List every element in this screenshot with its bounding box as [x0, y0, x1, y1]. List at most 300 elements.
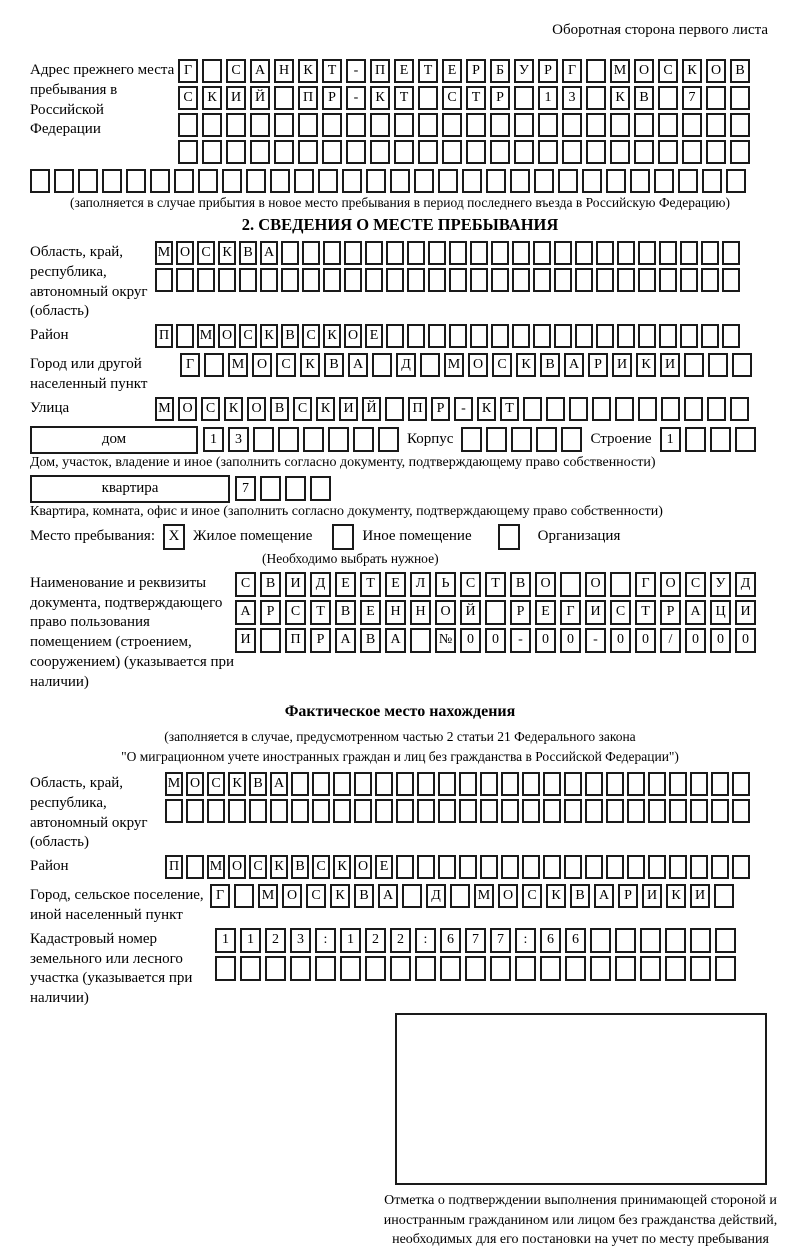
char-box[interactable] — [340, 956, 361, 981]
char-box[interactable]: В — [239, 241, 257, 265]
char-box[interactable] — [402, 884, 422, 908]
char-box[interactable]: 7 — [682, 86, 702, 110]
char-box[interactable]: Д — [396, 353, 416, 377]
char-box[interactable] — [706, 140, 726, 164]
char-box[interactable]: - — [346, 59, 366, 83]
char-box[interactable] — [575, 324, 593, 348]
char-box[interactable]: М — [444, 353, 464, 377]
char-box[interactable]: К — [300, 353, 320, 377]
char-box[interactable]: О — [218, 324, 236, 348]
char-box[interactable] — [533, 241, 551, 265]
char-box[interactable] — [606, 169, 626, 193]
char-box[interactable]: 7 — [490, 928, 511, 953]
char-box[interactable]: О — [178, 397, 197, 421]
char-box[interactable]: М — [228, 353, 248, 377]
char-box[interactable] — [302, 241, 320, 265]
char-box[interactable] — [669, 799, 687, 823]
char-box[interactable] — [562, 140, 582, 164]
char-box[interactable]: Т — [635, 600, 656, 625]
char-box[interactable] — [615, 956, 636, 981]
char-box[interactable] — [634, 113, 654, 137]
char-box[interactable] — [512, 268, 530, 292]
char-box[interactable] — [78, 169, 98, 193]
char-box[interactable]: 0 — [735, 628, 756, 653]
char-box[interactable]: С — [239, 324, 257, 348]
char-box[interactable] — [680, 324, 698, 348]
char-box[interactable]: 2 — [365, 928, 386, 953]
char-box[interactable]: Т — [310, 600, 331, 625]
char-box[interactable]: С — [610, 600, 631, 625]
char-box[interactable]: Т — [360, 572, 381, 597]
char-box[interactable] — [659, 241, 677, 265]
char-box[interactable]: 3 — [228, 427, 249, 452]
char-box[interactable] — [281, 268, 299, 292]
char-box[interactable] — [638, 241, 656, 265]
char-box[interactable]: К — [636, 353, 656, 377]
char-box[interactable] — [370, 140, 390, 164]
char-box[interactable] — [449, 324, 467, 348]
char-box[interactable]: К — [316, 397, 335, 421]
char-box[interactable]: 0 — [460, 628, 481, 653]
char-box[interactable] — [186, 855, 204, 879]
char-box[interactable] — [665, 956, 686, 981]
char-box[interactable] — [165, 799, 183, 823]
char-box[interactable] — [606, 855, 624, 879]
char-box[interactable] — [669, 855, 687, 879]
char-box[interactable]: В — [360, 628, 381, 653]
char-box[interactable]: № — [435, 628, 456, 653]
char-box[interactable] — [638, 268, 656, 292]
char-box[interactable]: 0 — [635, 628, 656, 653]
char-box[interactable]: В — [570, 884, 590, 908]
char-box[interactable] — [342, 169, 362, 193]
char-box[interactable] — [274, 140, 294, 164]
char-box[interactable] — [730, 397, 749, 421]
char-box[interactable] — [690, 928, 711, 953]
char-box[interactable] — [638, 324, 656, 348]
char-box[interactable] — [333, 799, 351, 823]
char-box[interactable] — [466, 140, 486, 164]
char-box[interactable] — [711, 855, 729, 879]
char-box[interactable]: Т — [485, 572, 506, 597]
char-box[interactable] — [659, 268, 677, 292]
char-box[interactable]: К — [260, 324, 278, 348]
char-box[interactable] — [440, 956, 461, 981]
char-box[interactable] — [346, 113, 366, 137]
char-box[interactable] — [253, 427, 274, 452]
char-box[interactable]: О — [282, 884, 302, 908]
char-box[interactable] — [174, 169, 194, 193]
char-box[interactable] — [417, 772, 435, 796]
char-box[interactable]: А — [594, 884, 614, 908]
char-box[interactable] — [365, 268, 383, 292]
char-box[interactable]: Л — [410, 572, 431, 597]
char-box[interactable] — [491, 241, 509, 265]
char-box[interactable]: И — [690, 884, 710, 908]
char-box[interactable] — [732, 855, 750, 879]
char-box[interactable]: К — [546, 884, 566, 908]
char-box[interactable] — [155, 268, 173, 292]
char-box[interactable]: М — [610, 59, 630, 83]
char-box[interactable] — [586, 59, 606, 83]
char-box[interactable]: А — [335, 628, 356, 653]
char-box[interactable] — [420, 353, 440, 377]
char-box[interactable] — [285, 476, 306, 501]
char-box[interactable] — [354, 772, 372, 796]
char-box[interactable]: Г — [635, 572, 656, 597]
char-box[interactable] — [511, 427, 532, 452]
char-box[interactable]: В — [281, 324, 299, 348]
char-box[interactable] — [690, 772, 708, 796]
char-box[interactable] — [735, 427, 756, 452]
char-box[interactable] — [202, 113, 222, 137]
char-box[interactable]: О — [247, 397, 266, 421]
char-box[interactable] — [461, 427, 482, 452]
char-box[interactable]: Д — [310, 572, 331, 597]
char-box[interactable] — [590, 956, 611, 981]
char-box[interactable]: 1 — [340, 928, 361, 953]
char-box[interactable] — [386, 241, 404, 265]
char-box[interactable] — [515, 956, 536, 981]
char-box[interactable]: П — [298, 86, 318, 110]
char-box[interactable]: 6 — [540, 928, 561, 953]
char-box[interactable] — [710, 427, 731, 452]
char-box[interactable] — [459, 772, 477, 796]
char-box[interactable] — [198, 169, 218, 193]
char-box[interactable]: К — [333, 855, 351, 879]
char-box[interactable]: О — [344, 324, 362, 348]
char-box[interactable] — [554, 241, 572, 265]
char-box[interactable]: С — [312, 855, 330, 879]
char-box[interactable] — [658, 140, 678, 164]
char-box[interactable]: Р — [618, 884, 638, 908]
char-box[interactable] — [30, 169, 50, 193]
char-box[interactable] — [274, 113, 294, 137]
char-box[interactable] — [486, 427, 507, 452]
char-box[interactable]: 0 — [485, 628, 506, 653]
char-box[interactable] — [585, 799, 603, 823]
char-box[interactable] — [522, 799, 540, 823]
char-box[interactable] — [222, 169, 242, 193]
char-box[interactable] — [543, 772, 561, 796]
char-box[interactable] — [354, 799, 372, 823]
char-box[interactable]: О — [186, 772, 204, 796]
char-box[interactable]: : — [515, 928, 536, 953]
char-box[interactable] — [610, 140, 630, 164]
char-box[interactable]: Р — [490, 86, 510, 110]
char-box[interactable] — [290, 956, 311, 981]
char-box[interactable]: В — [354, 884, 374, 908]
char-box[interactable]: С — [302, 324, 320, 348]
char-box[interactable]: 0 — [535, 628, 556, 653]
char-box[interactable] — [176, 324, 194, 348]
char-box[interactable] — [270, 169, 290, 193]
char-box[interactable]: М — [197, 324, 215, 348]
char-box[interactable]: К — [202, 86, 222, 110]
char-box[interactable] — [265, 956, 286, 981]
char-box[interactable]: Р — [310, 628, 331, 653]
char-box[interactable]: М — [165, 772, 183, 796]
char-box[interactable] — [328, 427, 349, 452]
char-box[interactable] — [617, 324, 635, 348]
char-box[interactable]: Р — [466, 59, 486, 83]
char-box[interactable] — [246, 169, 266, 193]
char-box[interactable] — [634, 140, 654, 164]
char-box[interactable]: 6 — [440, 928, 461, 953]
char-box[interactable] — [310, 476, 331, 501]
char-box[interactable]: Г — [180, 353, 200, 377]
char-box[interactable] — [617, 241, 635, 265]
char-box[interactable] — [366, 169, 386, 193]
char-box[interactable] — [627, 772, 645, 796]
char-box[interactable] — [240, 956, 261, 981]
char-box[interactable] — [485, 600, 506, 625]
char-box[interactable] — [414, 169, 434, 193]
char-box[interactable] — [711, 799, 729, 823]
char-box[interactable] — [465, 956, 486, 981]
char-box[interactable]: В — [634, 86, 654, 110]
char-box[interactable]: Т — [322, 59, 342, 83]
char-box[interactable]: О — [634, 59, 654, 83]
char-box[interactable]: С — [685, 572, 706, 597]
char-box[interactable]: С — [285, 600, 306, 625]
char-box[interactable] — [617, 268, 635, 292]
char-box[interactable] — [428, 324, 446, 348]
char-box[interactable] — [715, 928, 736, 953]
char-box[interactable] — [512, 241, 530, 265]
char-box[interactable]: А — [260, 241, 278, 265]
char-box[interactable] — [438, 799, 456, 823]
char-box[interactable]: Р — [538, 59, 558, 83]
char-box[interactable] — [682, 113, 702, 137]
char-box[interactable]: Т — [394, 86, 414, 110]
char-box[interactable] — [415, 956, 436, 981]
char-box[interactable]: Т — [466, 86, 486, 110]
char-box[interactable] — [438, 855, 456, 879]
char-box[interactable] — [312, 799, 330, 823]
char-box[interactable] — [390, 956, 411, 981]
char-box[interactable] — [274, 86, 294, 110]
char-box[interactable]: О — [585, 572, 606, 597]
char-box[interactable]: И — [585, 600, 606, 625]
char-box[interactable] — [654, 169, 674, 193]
char-box[interactable]: А — [685, 600, 706, 625]
char-box[interactable]: У — [710, 572, 731, 597]
char-box[interactable]: - — [585, 628, 606, 653]
char-box[interactable] — [449, 268, 467, 292]
char-box[interactable]: А — [235, 600, 256, 625]
char-box[interactable]: И — [339, 397, 358, 421]
char-box[interactable]: С — [460, 572, 481, 597]
char-box[interactable] — [386, 324, 404, 348]
char-box[interactable] — [596, 268, 614, 292]
char-box[interactable]: О — [176, 241, 194, 265]
char-box[interactable] — [353, 427, 374, 452]
char-box[interactable]: В — [291, 855, 309, 879]
char-box[interactable] — [722, 241, 740, 265]
char-box[interactable]: И — [285, 572, 306, 597]
char-box[interactable] — [534, 169, 554, 193]
char-box[interactable] — [690, 799, 708, 823]
char-box[interactable]: И — [660, 353, 680, 377]
char-box[interactable] — [480, 855, 498, 879]
char-box[interactable] — [730, 113, 750, 137]
char-box[interactable]: Р — [660, 600, 681, 625]
char-box[interactable] — [466, 113, 486, 137]
char-box[interactable]: : — [315, 928, 336, 953]
char-box[interactable] — [522, 772, 540, 796]
char-box[interactable] — [417, 799, 435, 823]
char-box[interactable] — [239, 268, 257, 292]
char-box[interactable] — [606, 799, 624, 823]
char-box[interactable] — [536, 427, 557, 452]
char-box[interactable] — [648, 772, 666, 796]
char-box[interactable] — [585, 772, 603, 796]
char-box[interactable] — [375, 772, 393, 796]
char-box[interactable] — [658, 113, 678, 137]
char-box[interactable] — [407, 324, 425, 348]
char-box[interactable] — [648, 855, 666, 879]
char-box[interactable] — [726, 169, 746, 193]
char-box[interactable] — [510, 169, 530, 193]
char-box[interactable] — [396, 799, 414, 823]
char-box[interactable] — [226, 140, 246, 164]
char-box[interactable]: 1 — [203, 427, 224, 452]
char-box[interactable] — [501, 855, 519, 879]
char-box[interactable] — [480, 799, 498, 823]
char-box[interactable] — [533, 324, 551, 348]
char-box[interactable] — [682, 140, 702, 164]
char-box[interactable] — [270, 799, 288, 823]
char-box[interactable]: Г — [210, 884, 230, 908]
char-box[interactable] — [610, 572, 631, 597]
char-box[interactable]: Ц — [710, 600, 731, 625]
char-box[interactable] — [640, 928, 661, 953]
char-box[interactable] — [596, 241, 614, 265]
char-box[interactable] — [615, 397, 634, 421]
char-box[interactable]: 0 — [710, 628, 731, 653]
char-box[interactable] — [701, 268, 719, 292]
char-box[interactable]: 1 — [660, 427, 681, 452]
char-box[interactable] — [684, 353, 704, 377]
char-box[interactable] — [575, 241, 593, 265]
char-box[interactable] — [378, 427, 399, 452]
char-box[interactable] — [715, 956, 736, 981]
char-box[interactable] — [586, 140, 606, 164]
char-box[interactable] — [278, 427, 299, 452]
char-box[interactable] — [315, 956, 336, 981]
char-box[interactable] — [470, 241, 488, 265]
char-box[interactable] — [701, 324, 719, 348]
char-box[interactable] — [592, 397, 611, 421]
char-box[interactable]: К — [682, 59, 702, 83]
char-box[interactable] — [390, 169, 410, 193]
char-box[interactable]: Р — [510, 600, 531, 625]
char-box[interactable] — [564, 772, 582, 796]
char-box[interactable]: 3 — [562, 86, 582, 110]
char-box[interactable]: Г — [562, 59, 582, 83]
char-box[interactable] — [250, 113, 270, 137]
char-box[interactable] — [418, 86, 438, 110]
char-box[interactable]: Е — [360, 600, 381, 625]
char-box[interactable] — [638, 397, 657, 421]
char-box[interactable]: С — [178, 86, 198, 110]
char-box[interactable]: 2 — [390, 928, 411, 953]
char-box[interactable]: А — [348, 353, 368, 377]
char-box[interactable]: С — [201, 397, 220, 421]
char-box[interactable]: П — [370, 59, 390, 83]
char-box[interactable] — [365, 241, 383, 265]
char-box[interactable] — [410, 628, 431, 653]
char-box[interactable] — [459, 855, 477, 879]
char-box[interactable]: Н — [274, 59, 294, 83]
char-box[interactable]: К — [610, 86, 630, 110]
char-box[interactable]: В — [270, 397, 289, 421]
char-box[interactable] — [302, 268, 320, 292]
char-box[interactable] — [186, 799, 204, 823]
char-box[interactable] — [215, 956, 236, 981]
char-box[interactable] — [648, 799, 666, 823]
char-box[interactable] — [685, 427, 706, 452]
char-box[interactable]: В — [335, 600, 356, 625]
char-box[interactable] — [294, 169, 314, 193]
char-box[interactable] — [470, 324, 488, 348]
char-box[interactable] — [730, 140, 750, 164]
char-box[interactable] — [665, 928, 686, 953]
char-box[interactable]: Т — [418, 59, 438, 83]
char-box[interactable]: И — [612, 353, 632, 377]
char-box[interactable]: С — [249, 855, 267, 879]
char-box[interactable] — [417, 855, 435, 879]
char-box[interactable]: Й — [362, 397, 381, 421]
char-box[interactable] — [428, 241, 446, 265]
char-box[interactable]: 7 — [465, 928, 486, 953]
char-box[interactable]: В — [260, 572, 281, 597]
char-box[interactable] — [459, 799, 477, 823]
char-box[interactable]: У — [514, 59, 534, 83]
char-box[interactable] — [680, 241, 698, 265]
char-box[interactable] — [407, 268, 425, 292]
char-box[interactable]: С — [276, 353, 296, 377]
char-box[interactable] — [512, 324, 530, 348]
char-box[interactable]: К — [270, 855, 288, 879]
char-box[interactable]: М — [258, 884, 278, 908]
char-box[interactable] — [630, 169, 650, 193]
char-box[interactable] — [322, 113, 342, 137]
char-box[interactable]: О — [252, 353, 272, 377]
char-box[interactable]: Р — [322, 86, 342, 110]
char-box[interactable] — [260, 628, 281, 653]
char-box[interactable] — [346, 140, 366, 164]
char-box[interactable] — [586, 113, 606, 137]
char-box[interactable]: В — [249, 772, 267, 796]
char-box[interactable]: М — [155, 397, 174, 421]
char-box[interactable] — [706, 113, 726, 137]
char-box[interactable] — [586, 86, 606, 110]
char-box[interactable] — [178, 113, 198, 137]
char-box[interactable]: С — [522, 884, 542, 908]
char-box[interactable] — [732, 772, 750, 796]
char-box[interactable] — [714, 884, 734, 908]
char-box[interactable]: Р — [260, 600, 281, 625]
char-box[interactable]: Н — [385, 600, 406, 625]
char-box[interactable] — [249, 799, 267, 823]
char-box[interactable] — [606, 772, 624, 796]
char-box[interactable]: Е — [375, 855, 393, 879]
char-box[interactable] — [442, 140, 462, 164]
char-box[interactable] — [396, 772, 414, 796]
char-box[interactable]: 1 — [215, 928, 236, 953]
